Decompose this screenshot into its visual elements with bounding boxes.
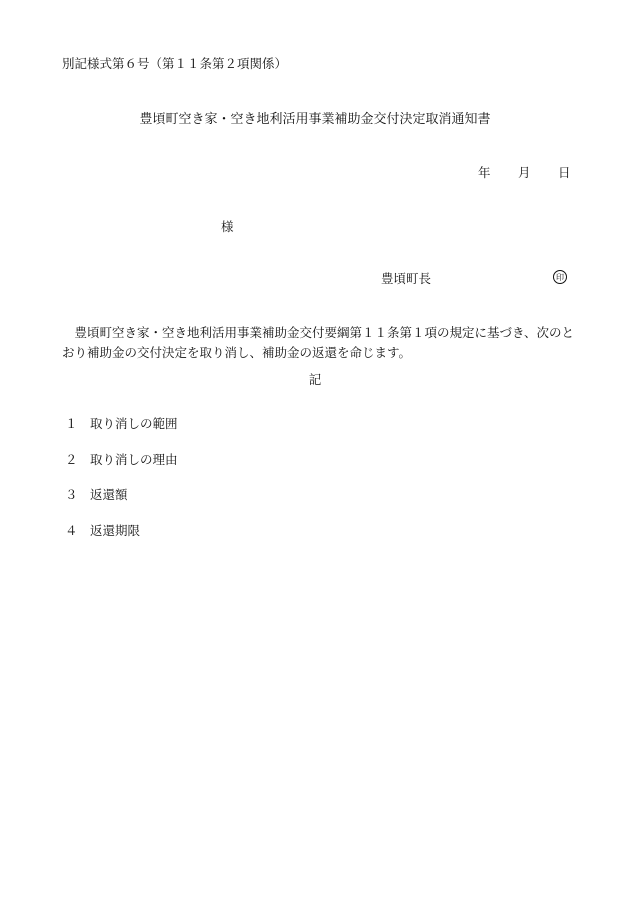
ki-heading: 記 (308, 372, 322, 387)
list-item (65, 452, 178, 467)
item-label: 返還額 (90, 487, 128, 502)
date-row (478, 165, 571, 180)
seal-mark: 印 (553, 270, 567, 284)
item-label: 返還期限 (90, 523, 141, 538)
form-label: 別記様式第６号（第１１条第２項関係） (62, 56, 288, 71)
date-day-label: 日 (558, 165, 571, 180)
item-number: ３ (65, 487, 78, 502)
document-title: 豊頃町空き家・空き地利活用事業補助金交付決定取消通知書 (139, 112, 491, 127)
issuer-name: 豊頃町長 (381, 271, 432, 286)
item-label: 取り消しの範囲 (90, 416, 178, 431)
item-number: ４ (65, 523, 78, 538)
list-item (65, 487, 128, 502)
addressee-suffix: 様 (221, 219, 234, 234)
item-label: 取り消しの理由 (90, 452, 178, 467)
item-number: １ (65, 416, 78, 431)
list-item (65, 523, 140, 538)
body-paragraph: 豊頃町空き家・空き地利活用事業補助金交付要綱第１１条第１項の規定に基づき、次のとおり補助金の交付決定を取り消し、補助金の返還を命じます。 (62, 325, 575, 360)
item-number: ２ (65, 452, 78, 467)
date-month-label: 月 (518, 165, 531, 180)
date-year-label: 年 (478, 165, 491, 180)
list-item (65, 416, 178, 431)
